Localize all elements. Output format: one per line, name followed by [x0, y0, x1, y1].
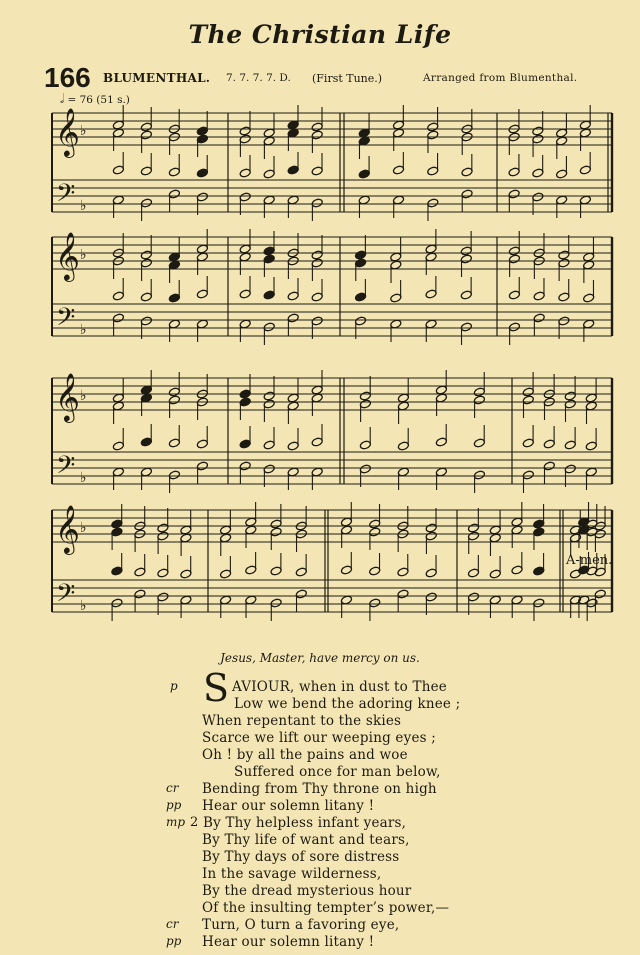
amen-lyric: A-men.	[566, 553, 613, 568]
note-head	[467, 592, 479, 602]
note-head	[425, 319, 437, 329]
note-head	[427, 166, 439, 176]
note-head	[263, 322, 275, 332]
verse-number: 2	[190, 815, 199, 830]
note-head	[239, 289, 251, 299]
note-head	[569, 533, 581, 543]
note-head	[579, 128, 591, 138]
note-head	[239, 168, 251, 178]
note-head	[239, 319, 251, 329]
note-head	[556, 136, 568, 146]
note-head	[168, 470, 180, 480]
note-head	[112, 291, 124, 301]
note-head	[311, 385, 323, 395]
bass-clef-icon: 𝄢	[56, 451, 76, 486]
note-head	[579, 195, 591, 205]
note-head	[140, 437, 152, 447]
note-head	[263, 399, 275, 409]
note-head	[564, 399, 576, 409]
note-head	[359, 440, 371, 450]
note-head	[311, 393, 323, 403]
dynamic-marking: cr	[166, 781, 179, 795]
verse-line: Bending from Thy throne on high	[202, 781, 437, 797]
note-head	[168, 438, 180, 448]
note-head	[157, 592, 169, 602]
note-head	[340, 525, 352, 535]
note-head	[358, 169, 370, 179]
note-head	[263, 440, 275, 450]
note-head	[340, 565, 352, 575]
note-head	[558, 316, 570, 326]
note-head	[287, 313, 299, 323]
note-head	[287, 120, 299, 130]
treble-clef-icon: 𝄞	[55, 372, 80, 421]
note-head	[220, 525, 232, 535]
note-head	[435, 385, 447, 395]
note-head	[239, 126, 251, 136]
note-head	[295, 567, 307, 577]
note-head	[287, 291, 299, 301]
note-head	[220, 533, 232, 543]
note-head	[397, 441, 409, 451]
note-head	[355, 316, 367, 326]
note-head	[460, 254, 472, 264]
note-head	[111, 527, 123, 537]
note-head	[180, 595, 192, 605]
section-title: The Christian Life	[188, 20, 452, 49]
note-head	[112, 441, 124, 451]
note-head	[270, 566, 282, 576]
note-head	[556, 128, 568, 138]
note-head	[489, 525, 501, 535]
note-head	[263, 464, 275, 474]
note-head	[392, 165, 404, 175]
note-head	[287, 393, 299, 403]
note-head	[340, 595, 352, 605]
hymn-number: 166	[44, 62, 91, 93]
verse-line: Of the insulting tempter’s power,—	[202, 900, 450, 916]
bass-clef-icon: 𝄢	[56, 579, 76, 614]
note-head	[533, 519, 545, 529]
verse-line: Turn, O turn a favoring eye,	[202, 917, 400, 933]
note-head	[425, 592, 437, 602]
note-head	[543, 461, 555, 471]
note-head	[245, 517, 257, 527]
note-head	[239, 252, 251, 262]
note-head	[392, 195, 404, 205]
note-head	[168, 387, 180, 397]
note-head	[392, 120, 404, 130]
note-head	[239, 244, 251, 254]
note-head	[196, 461, 208, 471]
note-head	[511, 525, 523, 535]
note-head	[111, 519, 123, 529]
tune-name: BLUMENTHAL.	[103, 71, 211, 85]
note-head	[112, 313, 124, 323]
note-head	[196, 252, 208, 262]
note-head	[287, 165, 299, 175]
note-head	[168, 189, 180, 199]
note-head	[489, 569, 501, 579]
note-head	[245, 595, 257, 605]
note-head	[425, 252, 437, 262]
note-head	[508, 167, 520, 177]
note-head	[579, 120, 591, 130]
note-head	[397, 467, 409, 477]
note-head	[359, 391, 371, 401]
note-head	[196, 244, 208, 254]
note-head	[522, 438, 534, 448]
note-head	[508, 246, 520, 256]
note-head	[390, 319, 402, 329]
note-head	[157, 568, 169, 578]
note-head	[168, 293, 180, 303]
note-head	[508, 254, 520, 264]
arranged-credit: Arranged from Blumenthal.	[423, 72, 578, 84]
note-head	[564, 440, 576, 450]
flat-icon: ♭	[80, 598, 87, 614]
note-head	[263, 246, 275, 256]
note-head	[397, 567, 409, 577]
note-head	[263, 169, 275, 179]
note-head	[168, 252, 180, 262]
note-head	[196, 126, 208, 136]
note-head	[556, 169, 568, 179]
note-head	[287, 195, 299, 205]
note-head	[425, 531, 437, 541]
verse-line: Oh ! by all the pains and woe	[202, 747, 408, 763]
note-head	[585, 393, 597, 403]
note-head	[263, 254, 275, 264]
note-head	[112, 195, 124, 205]
note-head	[287, 441, 299, 451]
note-head	[157, 531, 169, 541]
note-head	[168, 395, 180, 405]
note-head	[140, 130, 152, 140]
note-head	[112, 128, 124, 138]
note-head	[311, 166, 323, 176]
note-head	[425, 244, 437, 254]
note-head	[355, 258, 367, 268]
note-head	[508, 189, 520, 199]
note-head	[311, 467, 323, 477]
note-head	[157, 523, 169, 533]
note-head	[461, 189, 473, 199]
note-head	[522, 470, 534, 480]
flat-icon: ♭	[80, 322, 87, 338]
verse-line: In the savage wilderness,	[202, 866, 382, 882]
note-head	[180, 525, 192, 535]
note-head	[532, 134, 544, 144]
note-head	[392, 128, 404, 138]
note-head	[140, 385, 152, 395]
half-note-icon: 𝅗𝅥	[60, 92, 65, 107]
note-head	[168, 260, 180, 270]
note-head	[358, 128, 370, 138]
dynamic-marking: pp	[166, 798, 182, 812]
note-head	[543, 439, 555, 449]
note-head	[359, 399, 371, 409]
note-head	[489, 533, 501, 543]
note-head	[558, 258, 570, 268]
treble-clef-icon: 𝄞	[55, 231, 80, 280]
note-head	[397, 401, 409, 411]
note-head	[112, 393, 124, 403]
note-head	[196, 168, 208, 178]
note-head	[196, 192, 208, 202]
note-head	[511, 595, 523, 605]
note-head	[397, 393, 409, 403]
verse-line: When repentant to the skies	[202, 713, 402, 729]
note-head	[140, 467, 152, 477]
note-head	[287, 467, 299, 477]
note-head	[263, 136, 275, 146]
note-head	[460, 290, 472, 300]
note-head	[508, 322, 520, 332]
note-head	[558, 292, 570, 302]
note-head	[140, 122, 152, 132]
note-head	[245, 525, 257, 535]
note-head	[112, 467, 124, 477]
note-head	[311, 316, 323, 326]
verse-line: Hear our solemn litany !	[202, 798, 375, 814]
verse-line: Low we bend the adoring knee ;	[234, 696, 461, 712]
note-head	[311, 250, 323, 260]
note-head	[220, 595, 232, 605]
note-head	[583, 293, 595, 303]
note-head	[239, 134, 251, 144]
note-head	[111, 566, 123, 576]
note-head	[140, 292, 152, 302]
bass-clef-icon: 𝄢	[56, 179, 76, 214]
note-head	[196, 439, 208, 449]
note-head	[311, 198, 323, 208]
dynamic-marking: mp	[166, 815, 186, 829]
note-head	[239, 439, 251, 449]
note-head	[270, 598, 282, 608]
note-head	[134, 567, 146, 577]
note-head	[435, 437, 447, 447]
note-head	[533, 313, 545, 323]
note-head	[111, 598, 123, 608]
note-head	[239, 192, 251, 202]
note-head	[460, 322, 472, 332]
note-head	[522, 387, 534, 397]
note-head	[508, 290, 520, 300]
verse-line: By Thy life of want and tears,	[202, 832, 410, 848]
note-head	[311, 130, 323, 140]
note-head	[594, 589, 606, 599]
note-head	[140, 198, 152, 208]
note-head	[583, 319, 595, 329]
note-head	[180, 533, 192, 543]
note-head	[533, 291, 545, 301]
note-head	[287, 401, 299, 411]
note-head	[533, 527, 545, 537]
flat-icon: ♭	[80, 198, 87, 214]
verse-line: AVIOUR, when in dust to Thee	[232, 679, 447, 695]
verse-title: Jesus, Master, have mercy on us.	[220, 651, 420, 665]
verse-line: Suffered once for man below,	[234, 764, 441, 780]
note-head	[263, 195, 275, 205]
note-head	[460, 246, 472, 256]
note-head	[533, 566, 545, 576]
note-head	[435, 467, 447, 477]
treble-clef-icon: 𝄞	[55, 107, 80, 156]
note-head	[358, 195, 370, 205]
note-head	[196, 319, 208, 329]
note-head	[355, 292, 367, 302]
note-head	[369, 527, 381, 537]
verse-line: By Thy days of sore distress	[202, 849, 400, 865]
note-head	[140, 258, 152, 268]
dynamic-marking: pp	[166, 934, 182, 948]
note-head	[564, 464, 576, 474]
note-head	[239, 397, 251, 407]
note-head	[358, 136, 370, 146]
note-head	[263, 290, 275, 300]
tempo-value: = 76 (51 s.)	[67, 94, 130, 106]
note-head	[140, 166, 152, 176]
note-head	[564, 391, 576, 401]
note-head	[586, 598, 598, 608]
note-head	[390, 260, 402, 270]
note-head	[369, 519, 381, 529]
note-head	[340, 517, 352, 527]
note-head	[427, 122, 439, 132]
note-head	[311, 122, 323, 132]
note-head	[369, 566, 381, 576]
note-head	[585, 401, 597, 411]
note-head	[585, 441, 597, 451]
note-head	[461, 167, 473, 177]
note-head	[180, 569, 192, 579]
note-head	[140, 316, 152, 326]
flat-icon: ♭	[80, 123, 87, 139]
note-head	[270, 527, 282, 537]
note-head	[522, 395, 534, 405]
note-head	[239, 389, 251, 399]
note-head	[295, 589, 307, 599]
note-head	[583, 252, 595, 262]
note-head	[196, 289, 208, 299]
note-head	[473, 387, 485, 397]
note-head	[369, 598, 381, 608]
note-head	[196, 134, 208, 144]
note-head	[532, 126, 544, 136]
note-head	[112, 165, 124, 175]
note-head	[467, 523, 479, 533]
note-head	[533, 598, 545, 608]
note-head	[473, 438, 485, 448]
dynamic-marking: p	[170, 679, 178, 693]
note-head	[511, 517, 523, 527]
note-head	[270, 519, 282, 529]
flat-icon: ♭	[80, 520, 87, 536]
note-head	[467, 531, 479, 541]
note-head	[263, 391, 275, 401]
note-head	[112, 120, 124, 130]
note-head	[556, 195, 568, 205]
note-head	[112, 401, 124, 411]
note-head	[585, 467, 597, 477]
note-head	[390, 293, 402, 303]
note-head	[311, 437, 323, 447]
flat-icon: ♭	[80, 247, 87, 263]
note-head	[359, 464, 371, 474]
treble-clef-icon: 𝄞	[55, 504, 80, 553]
note-head	[168, 319, 180, 329]
note-head	[427, 198, 439, 208]
first-tune-label: (First Tune.)	[312, 72, 383, 85]
note-head	[220, 569, 232, 579]
bass-clef-icon: 𝄢	[56, 303, 76, 338]
note-head	[425, 289, 437, 299]
dynamic-marking: cr	[166, 917, 179, 931]
note-head	[532, 168, 544, 178]
note-head	[134, 589, 146, 599]
note-head	[473, 395, 485, 405]
note-head	[511, 565, 523, 575]
note-head	[397, 589, 409, 599]
note-head	[311, 258, 323, 268]
note-head	[355, 250, 367, 260]
meter: 7. 7. 7. 7. D.	[226, 72, 291, 84]
note-head	[489, 595, 501, 605]
note-head	[558, 250, 570, 260]
note-head	[239, 461, 251, 471]
note-head	[427, 130, 439, 140]
drop-cap: S	[203, 666, 230, 710]
note-head	[311, 292, 323, 302]
note-head	[168, 167, 180, 177]
note-head	[425, 568, 437, 578]
note-head	[263, 128, 275, 138]
note-head	[245, 565, 257, 575]
note-head	[583, 260, 595, 270]
verse-line: Scarce we lift our weeping eyes ;	[202, 730, 436, 746]
verse-line: Hear our solemn litany !	[202, 934, 375, 950]
flat-icon: ♭	[80, 388, 87, 404]
note-head	[140, 393, 152, 403]
verse-line: By the dread mysterious hour	[202, 883, 412, 899]
note-head	[140, 250, 152, 260]
note-head	[532, 192, 544, 202]
note-head	[435, 393, 447, 403]
flat-icon: ♭	[80, 470, 87, 486]
note-head	[467, 568, 479, 578]
note-head	[579, 165, 591, 175]
note-head	[473, 470, 485, 480]
verse-line: By Thy helpless infant years,	[203, 815, 407, 831]
note-head	[425, 523, 437, 533]
note-head	[287, 128, 299, 138]
note-head	[390, 252, 402, 262]
